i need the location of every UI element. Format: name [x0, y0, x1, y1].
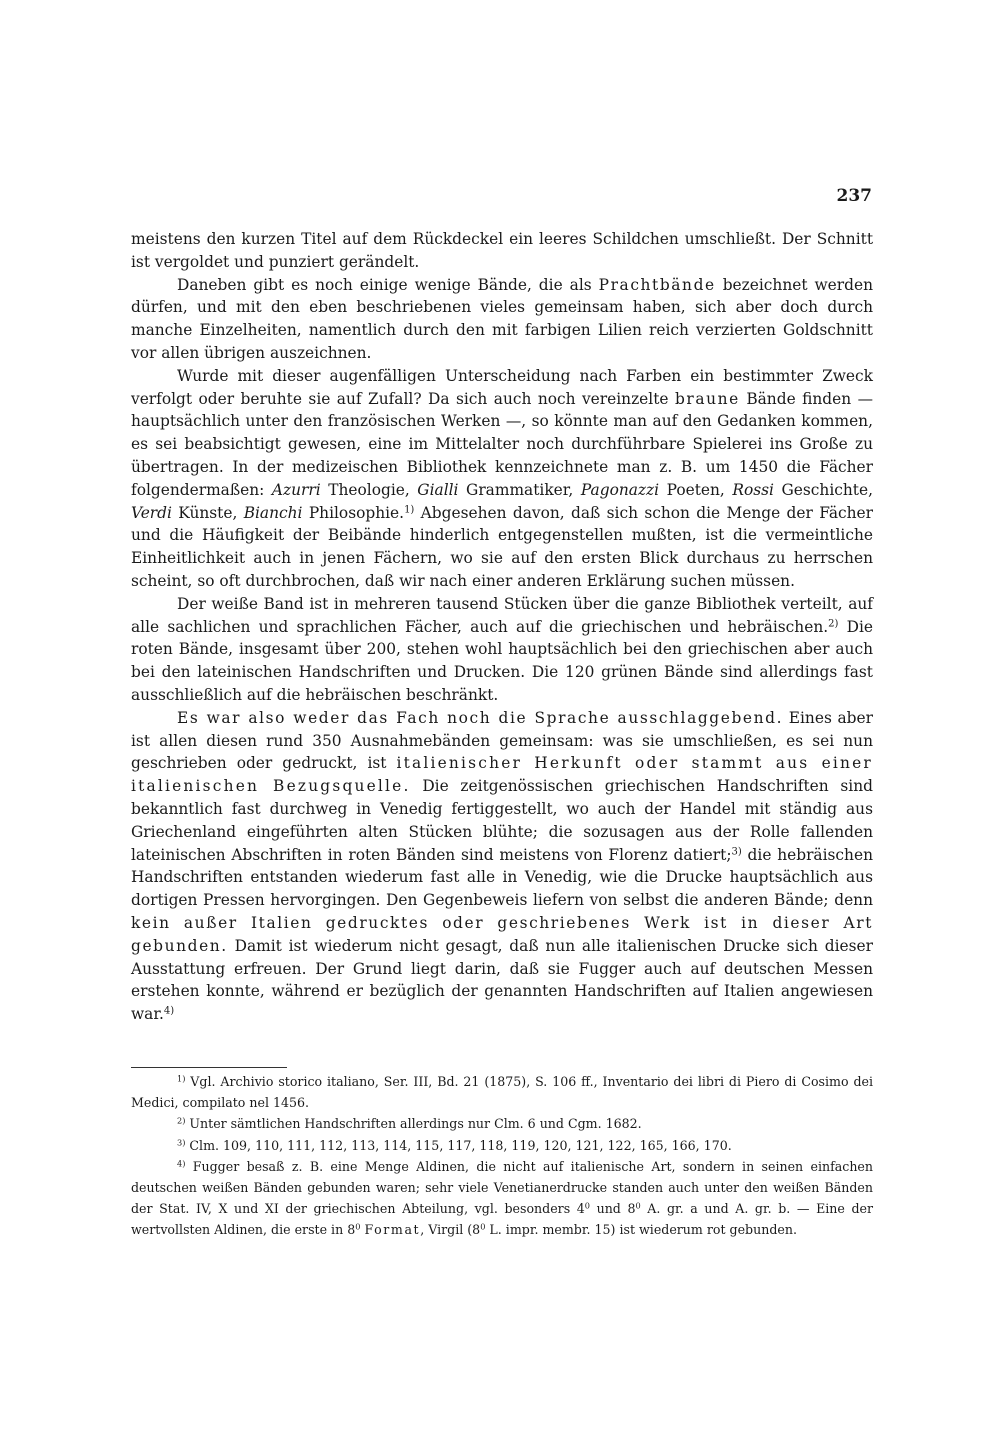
text-run: A. gr. a und A. gr. b. — Eine der wertvollsten Aldinen, die erste in 8	[131, 1201, 873, 1238]
footnote-marker: 0	[480, 1221, 486, 1232]
text-run: Abgesehen davon, daß sich schon die Menge der Fächer und die Häufigkeit der Beibände hinderlich entgegenstellen mußten, ist die vermeintliche Einheitlichkeit auch in jenen Fächern, wo sie auf den ersten Blick durchaus zu herrschen scheint, so oft durchbrochen, daß wir nach einer anderen Erklärung suchen müssen.	[131, 503, 874, 590]
italic-text: Verdi	[131, 503, 172, 522]
text-run: Unter sämtlichen Handschriften allerdings nur Clm. 6 und Cgm. 1682.	[185, 1116, 642, 1132]
text-run: meistens den kurzen Titel auf dem Rückdeckel ein leeres Schildchen umschließt. Der Schnitt ist vergoldet und punziert gerändelt.	[131, 230, 873, 271]
text-run: Daneben gibt es noch einige wenige Bände, die als	[177, 275, 599, 294]
spaced-emphasis: italienischer Herkunft oder stammt aus einer italienischen Bezugsquelle.	[131, 754, 873, 796]
italic-text: Bianchi	[243, 503, 303, 522]
footnote-divider	[131, 1067, 287, 1068]
footnote-marker: 3)	[177, 1137, 186, 1148]
body-text	[131, 228, 873, 1026]
text-run: Die roten Bände, insgesamt über 200, stehen wohl hauptsächlich bei den griechischen aber auch bei den lateinischen Handschriften und Drucken. Die 120 grünen Bände sind allerdings fast ausschließlich auf die hebräischen beschränkt.	[131, 617, 873, 704]
footnote-marker: 2)	[828, 618, 839, 630]
text-run: Philosophie.	[302, 503, 405, 522]
footnote-marker: 4)	[177, 1158, 186, 1169]
italic-text: Pagonazzi	[580, 480, 660, 499]
spaced-emphasis: Format	[364, 1222, 421, 1238]
text-run: Clm. 109, 110, 111, 112, 113, 114, 115, 117, 118, 119, 120, 121, 122, 165, 166, 170.	[185, 1137, 732, 1153]
body-paragraph	[131, 593, 873, 707]
text-run: Poeten,	[659, 480, 733, 499]
footnote-marker: 3)	[731, 846, 742, 858]
body-paragraph	[131, 228, 873, 274]
body-paragraph	[131, 707, 873, 1026]
text-run: Grammatiker,	[458, 480, 581, 499]
italic-text: Rossi	[732, 480, 774, 499]
spaced-emphasis: kein außer Italien gedrucktes oder geschriebenes Werk ist in dieser Art gebunden.	[131, 913, 873, 955]
text-run: Vgl. Archivio storico italiano, Ser. III, Bd. 21 (1875), S. 106 ff., Inventario dei libri di Piero di Cosimo dei Medici, compilato nel 1456.	[131, 1074, 873, 1111]
footnote-marker: 1)	[404, 504, 415, 516]
text-run: Künste,	[171, 503, 244, 522]
text-run: und 8	[589, 1201, 636, 1217]
footnote-marker: 0	[355, 1221, 361, 1232]
text-run: Wurde mit dieser augenfälligen Unterscheidung nach Farben ein bestimmter Zweck verfolgt oder beruhte sie auf Zufall? Da sich auch noch vereinzelte	[131, 366, 873, 408]
page-number: 237	[836, 186, 872, 206]
spaced-emphasis: Prachtbände	[598, 275, 716, 294]
footnote-marker: 4)	[163, 1005, 175, 1017]
footnote	[131, 1156, 873, 1241]
italic-text: Gialli	[417, 480, 459, 499]
text-run: Theologie,	[320, 480, 418, 499]
footnote	[131, 1113, 873, 1134]
spaced-emphasis: braune	[674, 389, 740, 408]
text-run: , Virgil (8	[420, 1222, 481, 1238]
footnote-marker: 1)	[177, 1073, 186, 1084]
text-run: bezeichnet werden dürfen, und mit den eben beschriebenen vieles gemeinsam haben, sich aber doch durch manche Einzelheiten, namentlich durch den mit farbigen Lilien reich verzierten Goldschnitt vor allen übrigen auszeichnen.	[131, 275, 874, 362]
text-run: Damit ist wiederum nicht gesagt, daß nun alle italienischen Drucke sich dieser Ausstattung erfreuen. Der Grund liegt darin, daß sie Fugger auch auf deutschen Messen erstehen konnte, während er bezüglich der genannten Handschriften auf Italien angewiesen war.	[131, 936, 873, 1024]
footnote-marker: 0	[635, 1200, 641, 1211]
text-run: Bände finden — hauptsächlich unter den französischen Werken —, so könnte man auf den Gedanken kommen, es sei beabsichtigt gewesen, eine im Mittelalter noch durchführbare Spielerei ins Große zu übertragen. In der medizeischen Bibliothek kennzeichnete man z. B. um 1450 die Fächer folgendermaßen:	[131, 389, 873, 499]
body-paragraph	[131, 274, 873, 365]
footnote-marker: 2)	[177, 1115, 186, 1126]
footnote	[131, 1071, 873, 1113]
body-paragraph	[131, 365, 873, 593]
text-run: L. impr. membr. 15) ist wiederum rot gebunden.	[485, 1222, 797, 1238]
footnote	[131, 1135, 873, 1156]
text-run: die hebräischen Handschriften entstanden wiederum fast alle in Venedig, wie die Drucke hauptsächlich aus dortigen Pressen hervorgingen. Den Gegenbeweis liefern von selbst die anderen Bände; denn	[131, 845, 873, 910]
italic-text: Azurri	[271, 480, 321, 499]
footnotes	[131, 1071, 873, 1241]
footnote-marker: 0	[584, 1200, 590, 1211]
text-run: Geschichte,	[773, 480, 873, 499]
text-run: Eines aber ist allen diesen rund 350 Ausnahmebänden gemeinsam: was sie umschließen, es sei nun geschrieben oder gedruckt, ist	[131, 708, 873, 773]
text-run: Fugger besaß z. B. eine Menge Aldinen, die nicht auf italienische Art, sondern in seinen einfachen deutschen weißen Bänden gebunden waren; sehr viele Venetianerdrucke standen auch unter den weißen Bänden der Stat. IV, X und XI der griechischen Abteilung, vgl. besonders 4	[131, 1158, 873, 1217]
text-run: Der weiße Band ist in mehreren tausend Stücken über die ganze Bibliothek verteilt, auf alle sachlichen und sprachlichen Fächer, auch auf die griechischen und hebräischen.	[131, 594, 873, 636]
text-run: Die zeitgenössischen griechischen Handschriften sind bekanntlich fast durchweg in Venedig fertiggestellt, wo auch der Handel mit ständig aus Griechenland eingeführten alten Stücken blühte; die sozusagen aus der Rolle fallenden lateinischen Abschriften in roten Bänden sind meistens von Florenz datiert;	[131, 777, 873, 864]
spaced-emphasis: Es war also weder das Fach noch die Sprache ausschlaggebend.	[177, 708, 784, 727]
